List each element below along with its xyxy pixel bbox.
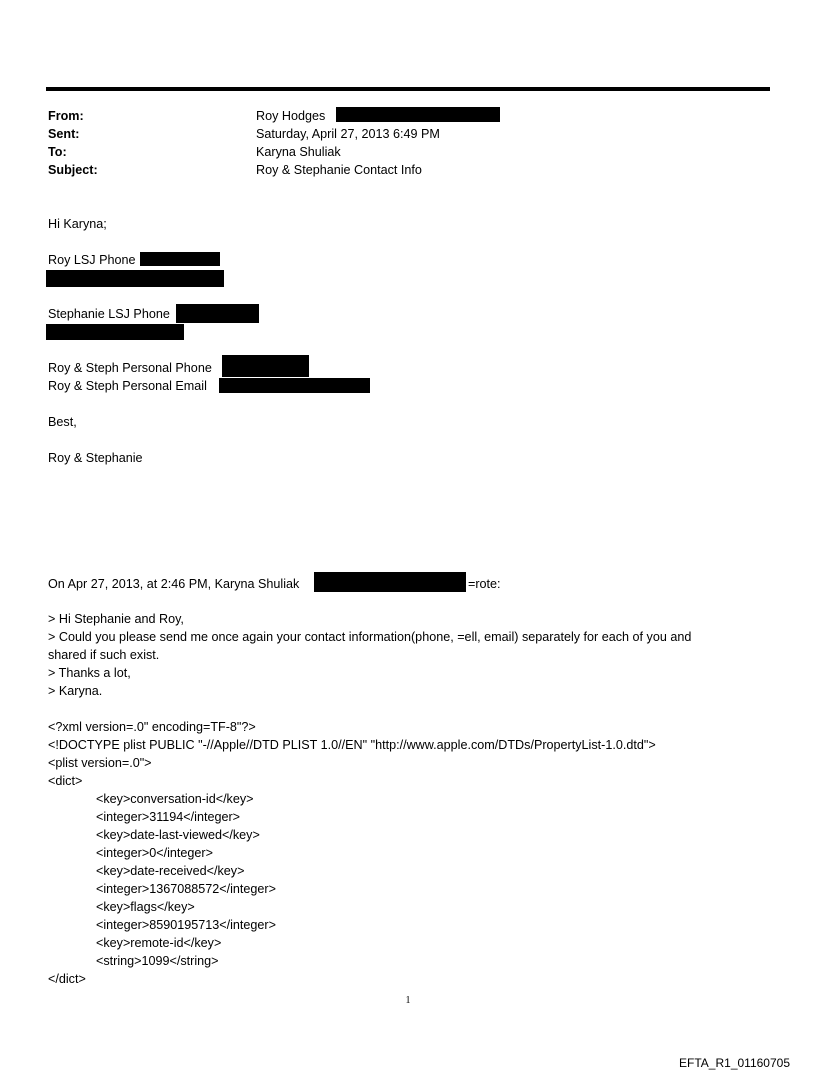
plist-entry: <integer>0</integer> [96, 846, 213, 860]
quoted-line: > Could you please send me once again your contact information(phone, =ell, email) separately for each of you and [48, 630, 692, 644]
redaction-block [140, 252, 220, 266]
stephanie-phone-label: Stephanie LSJ Phone [48, 307, 170, 321]
closing: Best, [48, 415, 77, 429]
subject-value: Roy & Stephanie Contact Info [256, 163, 422, 177]
redaction-block [219, 378, 370, 393]
quoted-line: > Thanks a lot, [48, 666, 131, 680]
bates-number: EFTA_R1_01160705 [679, 1056, 790, 1070]
greeting: Hi Karyna; [48, 217, 107, 231]
plist-entry: <integer>31194</integer> [96, 810, 241, 824]
quoted-intro-suffix: =rote: [468, 577, 501, 591]
quoted-line: > Karyna. [48, 684, 103, 698]
redaction-block [46, 270, 224, 287]
redaction-block [46, 324, 184, 340]
personal-email-label: Roy & Steph Personal Email [48, 379, 207, 393]
redaction-block [314, 572, 466, 592]
to-label: To: [48, 145, 67, 159]
plist-entry: <key>remote-id</key> [96, 936, 222, 950]
plist-dict-close: </dict> [48, 972, 86, 986]
signature: Roy & Stephanie [48, 451, 143, 465]
personal-phone-label: Roy & Steph Personal Phone [48, 361, 212, 375]
plist-doctype: <!DOCTYPE plist PUBLIC "-//Apple//DTD PLIST 1.0//EN" "http://www.apple.com/DTDs/PropertyList-1.0.dtd"> [48, 738, 656, 752]
plist-entry: <integer>8590195713</integer> [96, 918, 276, 932]
redaction-block [336, 107, 500, 122]
plist-entry: <string>1099</string> [96, 954, 219, 968]
plist-entry: <key>date-last-viewed</key> [96, 828, 260, 842]
sent-value: Saturday, April 27, 2013 6:49 PM [256, 127, 440, 141]
plist-open: <plist version=.0"> [48, 756, 152, 770]
page-number: 1 [405, 995, 411, 1006]
redaction-block [222, 355, 309, 377]
plist-entry: <key>date-received</key> [96, 864, 245, 878]
plist-xml-declaration: <?xml version=.0" encoding=TF-8"?> [48, 720, 256, 734]
quoted-line: > Hi Stephanie and Roy, [48, 612, 184, 626]
subject-label: Subject: [48, 163, 98, 177]
to-value: Karyna Shuliak [256, 145, 341, 159]
roy-phone-label: Roy LSJ Phone [48, 253, 136, 267]
sent-label: Sent: [48, 127, 80, 141]
quoted-line: shared if such exist. [48, 648, 160, 662]
plist-entry: <key>conversation-id</key> [96, 792, 254, 806]
plist-dict-open: <dict> [48, 774, 83, 788]
plist-entry: <integer>1367088572</integer> [96, 882, 276, 896]
from-label: From: [48, 109, 84, 123]
from-value: Roy Hodges [256, 109, 326, 123]
plist-entry: <key>flags</key> [96, 900, 195, 914]
redaction-block [176, 304, 259, 323]
quoted-intro: On Apr 27, 2013, at 2:46 PM, Karyna Shuliak [48, 577, 300, 591]
header-rule [46, 87, 770, 91]
